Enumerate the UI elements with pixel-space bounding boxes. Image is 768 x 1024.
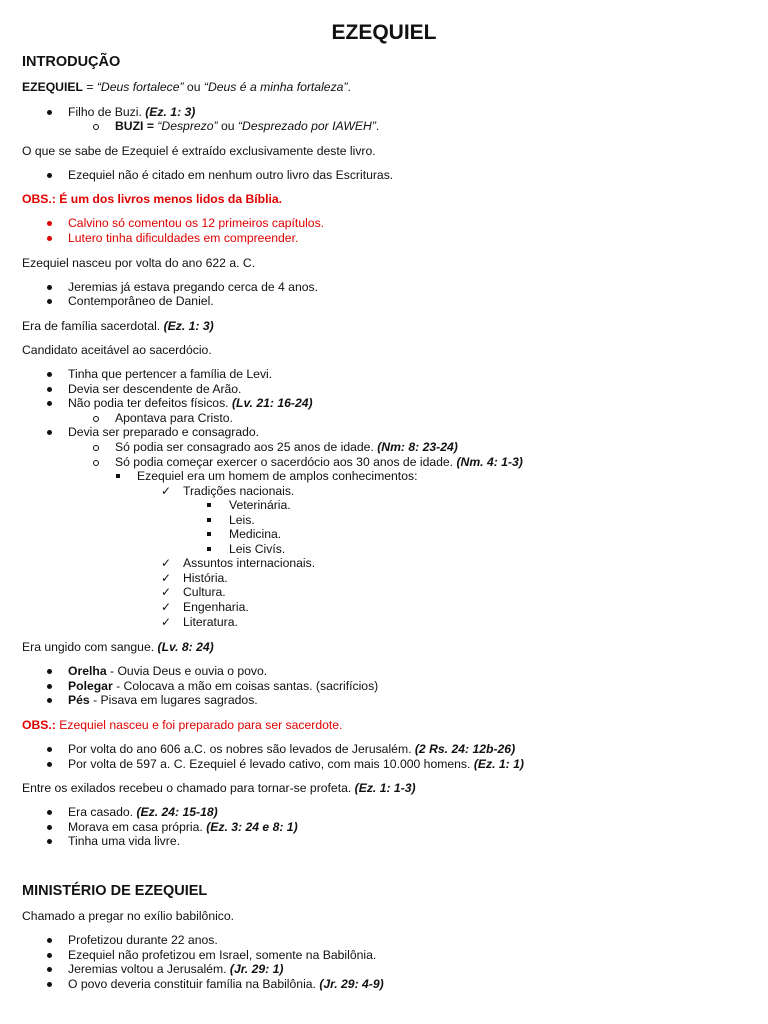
list-item: Leis. xyxy=(229,513,255,527)
text-line: Chamado a pregar no exílio babilônico. xyxy=(22,909,235,923)
list-item xyxy=(68,805,218,820)
list-item: Calvino só comentou os 12 primeiros capítulos. xyxy=(68,216,325,230)
text-span: Ezequiel nasceu e foi preparado para ser sacerdote. xyxy=(55,718,343,732)
text-span: ou xyxy=(183,80,204,94)
list-item: Devia ser preparado e consagrado. xyxy=(68,425,260,439)
bullet-icon xyxy=(47,110,52,115)
circle-bullet-icon xyxy=(93,445,99,451)
reference: (Jr. 29: 4-9) xyxy=(319,977,384,991)
bullet-icon xyxy=(47,430,52,435)
section-heading-ministerio: MINISTÉRIO DE EZEQUIEL xyxy=(22,883,208,899)
text-line xyxy=(22,319,214,334)
list-item: Ezequiel não profetizou em Israel, somente na Babilônia. xyxy=(68,948,377,962)
circle-bullet-icon xyxy=(93,460,99,466)
list-item: Devia ser descendente de Arão. xyxy=(68,382,242,396)
text-span: O povo deveria constituir família na Babilônia. xyxy=(68,977,320,991)
term: Orelha xyxy=(68,664,107,678)
checkmark-icon: ✓ xyxy=(161,571,172,585)
text-span: Só podia começar exercer o sacerdócio aos 30 anos de idade. xyxy=(115,455,457,469)
list-item xyxy=(68,105,195,120)
list-item xyxy=(68,664,267,679)
reference: (Ez. 24: 15-18) xyxy=(136,805,218,819)
obs-note: OBS.: É um dos livros menos lidos da Bíblia. xyxy=(22,192,283,206)
list-item xyxy=(68,977,384,992)
section-heading-introducao: INTRODUÇÃO xyxy=(22,54,121,70)
list-item xyxy=(68,757,524,772)
text-line xyxy=(22,781,416,796)
circle-bullet-icon xyxy=(93,416,99,422)
text-span: Não podia ter defeitos físicos. xyxy=(68,396,232,410)
list-item xyxy=(68,396,313,411)
checkmark-icon: ✓ xyxy=(161,585,172,599)
bullet-icon xyxy=(47,953,52,958)
text-span: - Colocava a mão em coisas santas. (sacrifícios) xyxy=(112,679,379,693)
list-item: Tradições nacionais. xyxy=(183,484,295,498)
list-item: Engenharia. xyxy=(183,600,249,614)
list-item: Apontava para Cristo. xyxy=(115,411,233,425)
reference: (Lv. 8: 24) xyxy=(157,640,214,654)
text-span: . xyxy=(375,119,380,133)
list-item xyxy=(115,440,458,455)
reference: (Ez. 1: 3) xyxy=(163,319,214,333)
reference: (Lv. 21: 16-24) xyxy=(231,396,313,410)
bullet-icon xyxy=(47,285,52,290)
bullet-icon xyxy=(47,173,52,178)
list-item xyxy=(115,119,379,134)
list-item: Leis Civís. xyxy=(229,542,286,556)
bullet-icon xyxy=(47,236,52,241)
list-item: Ezequiel era um homem de amplos conhecimentos: xyxy=(137,469,418,483)
bullet-icon xyxy=(47,698,52,703)
list-item xyxy=(115,455,523,470)
text-line xyxy=(22,80,351,95)
text-span: Filho de Buzi. xyxy=(68,105,146,119)
reference: (Jr. 29: 1) xyxy=(229,962,284,976)
bullet-icon xyxy=(47,967,52,972)
term: BUZI = xyxy=(115,119,158,133)
reference: (Ez. 1: 1) xyxy=(473,757,524,771)
list-item: Jeremias já estava pregando cerca de 4 anos. xyxy=(68,280,318,294)
bullet-icon xyxy=(47,299,52,304)
list-item: Veterinária. xyxy=(229,498,291,512)
quote: “Deus é a minha fortaleza” xyxy=(203,80,348,94)
bullet-icon xyxy=(47,669,52,674)
reference: (Ez. 3: 24 e 8: 1) xyxy=(206,820,298,834)
bullet-icon xyxy=(47,938,52,943)
bullet-icon xyxy=(47,825,52,830)
list-item xyxy=(68,820,298,835)
list-item: Cultura. xyxy=(183,585,226,599)
text-span: - Ouvia Deus e ouvia o povo. xyxy=(106,664,268,678)
obs-label: OBS.: xyxy=(22,718,56,732)
text-line xyxy=(22,640,214,655)
square-bullet-icon xyxy=(207,518,211,522)
list-item: Tinha que pertencer a família de Levi. xyxy=(68,367,273,381)
text-span: Morava em casa própria. xyxy=(68,820,207,834)
list-item: História. xyxy=(183,571,228,585)
bullet-icon xyxy=(47,684,52,689)
bullet-icon xyxy=(47,762,52,767)
quote: “Desprezo” xyxy=(157,119,218,133)
list-item: Medicina. xyxy=(229,527,282,541)
list-item xyxy=(68,679,378,694)
list-item: Tinha uma vida livre. xyxy=(68,834,180,848)
reference: (Ez. 1: 1-3) xyxy=(354,781,416,795)
reference: (2 Rs. 24: 12b-26) xyxy=(414,742,516,756)
reference: (Ez. 1: 3) xyxy=(145,105,196,119)
reference: (Nm: 8: 23-24) xyxy=(377,440,458,454)
text-span: Era ungido com sangue. xyxy=(22,640,158,654)
text-span: . xyxy=(347,80,351,94)
obs-note xyxy=(22,718,342,733)
list-item: Lutero tinha dificuldades em compreender. xyxy=(68,231,299,245)
list-item xyxy=(68,693,258,708)
bullet-icon xyxy=(47,372,52,377)
bullet-icon xyxy=(47,810,52,815)
square-bullet-icon xyxy=(207,503,211,507)
checkmark-icon: ✓ xyxy=(161,600,172,614)
term: EZEQUIEL xyxy=(22,80,83,94)
term: Pés xyxy=(68,693,90,707)
text-span: Era de família sacerdotal. xyxy=(22,319,164,333)
reference: (Nm. 4: 1-3) xyxy=(456,455,523,469)
text-line: Ezequiel nasceu por volta do ano 622 a. C. xyxy=(22,256,256,270)
text-span: Entre os exilados recebeu o chamado para tornar-se profeta. xyxy=(22,781,355,795)
text-span: Por volta de 597 a. C. Ezequiel é levado cativo, com mais 10.000 homens. xyxy=(68,757,474,771)
square-bullet-icon xyxy=(207,547,211,551)
term: Polegar xyxy=(68,679,113,693)
quote: “Desprezado por IAWEH” xyxy=(237,119,376,133)
checkmark-icon: ✓ xyxy=(161,615,172,629)
bullet-icon xyxy=(47,387,52,392)
bullet-icon xyxy=(47,747,52,752)
bullet-icon xyxy=(47,982,52,987)
list-item: Contemporâneo de Daniel. xyxy=(68,294,214,308)
list-item: Profetizou durante 22 anos. xyxy=(68,933,218,947)
document-title: EZEQUIEL xyxy=(331,21,437,44)
text-span: Só podia ser consagrado aos 25 anos de idade. xyxy=(115,440,378,454)
bullet-icon xyxy=(47,221,52,226)
text-line: Candidato aceitável ao sacerdócio. xyxy=(22,343,212,357)
bullet-icon xyxy=(47,401,52,406)
text-span: - Pisava em lugares sagrados. xyxy=(89,693,258,707)
quote: “Deus fortalece” xyxy=(96,80,184,94)
checkmark-icon: ✓ xyxy=(161,484,172,498)
checkmark-icon: ✓ xyxy=(161,556,172,570)
square-bullet-icon xyxy=(116,474,120,478)
list-item: Literatura. xyxy=(183,615,238,629)
text-span: Jeremias voltou a Jerusalém. xyxy=(68,962,230,976)
text-span: Era casado. xyxy=(68,805,137,819)
bullet-icon xyxy=(47,839,52,844)
text-span: Por volta do ano 606 a.C. os nobres são levados de Jerusalém. xyxy=(68,742,415,756)
list-item: Ezequiel não é citado em nenhum outro livro das Escrituras. xyxy=(68,168,394,182)
circle-bullet-icon xyxy=(93,124,99,130)
text-line: O que se sabe de Ezequiel é extraído exclusivamente deste livro. xyxy=(22,144,376,158)
list-item: Assuntos internacionais. xyxy=(183,556,316,570)
list-item xyxy=(68,962,283,977)
square-bullet-icon xyxy=(207,532,211,536)
text-span: = xyxy=(82,80,97,94)
list-item xyxy=(68,742,515,757)
text-span: ou xyxy=(217,119,238,133)
